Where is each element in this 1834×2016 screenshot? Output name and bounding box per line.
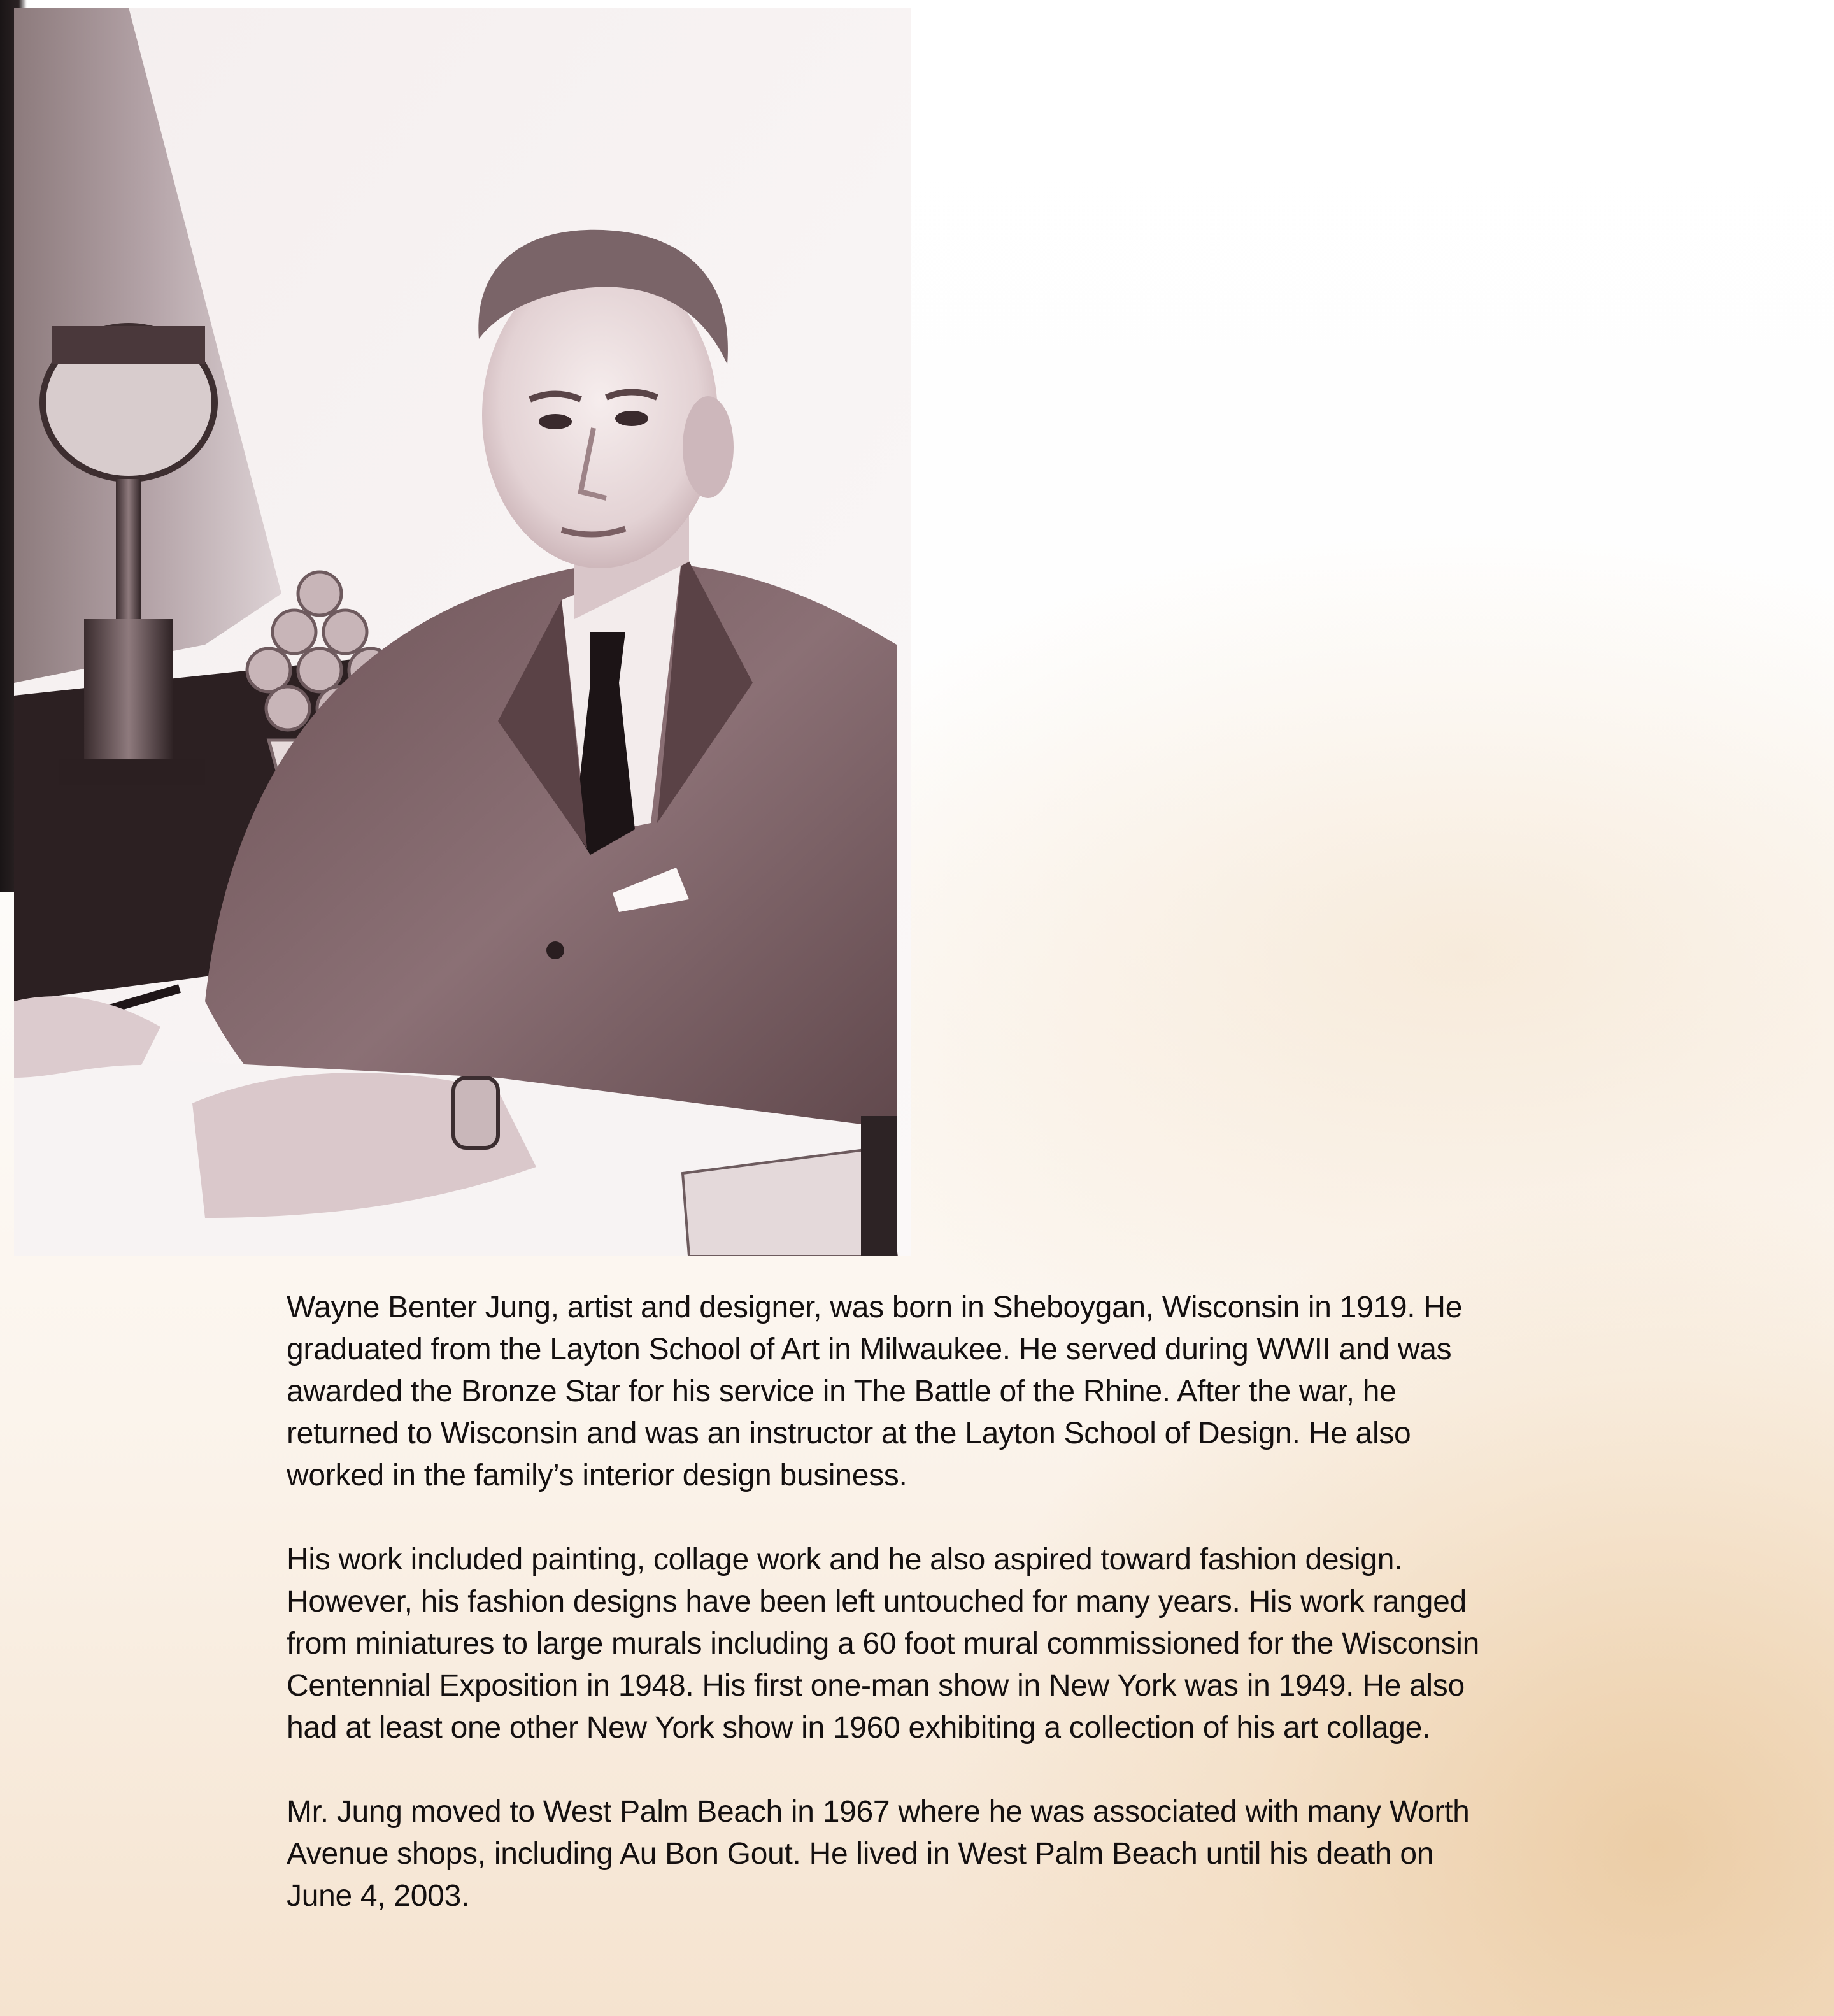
- bio-line: However, his fashion designs have been left untouched for many years. His work ranged: [287, 1585, 1467, 1619]
- bio-line: Mr. Jung moved to West Palm Beach in 1967 where he was associated with many Worth: [287, 1795, 1470, 1829]
- bio-line: worked in the family’s interior design business.: [287, 1459, 907, 1492]
- bio-paragraph-3: [287, 1791, 1751, 1917]
- bio-line: graduated from the Layton School of Art in Milwaukee. He served during WWII and was: [287, 1333, 1452, 1366]
- portrait-photo: [14, 8, 911, 1256]
- bio-line: from miniatures to large murals including a 60 foot mural commissioned for the Wisconsin: [287, 1627, 1480, 1661]
- bio-paragraph-2: [287, 1539, 1751, 1749]
- bio-line: returned to Wisconsin and was an instructor at the Layton School of Design. He also: [287, 1417, 1411, 1450]
- bio-line: awarded the Bronze Star for his service in The Battle of the Rhine. After the war, he: [287, 1375, 1397, 1408]
- bio-line: Wayne Benter Jung, artist and designer, was born in Sheboygan, Wisconsin in 1919. He: [287, 1290, 1463, 1324]
- portrait-photo-icon: [14, 8, 911, 1256]
- bio-line: Centennial Exposition in 1948. His first one-man show in New York was in 1949. He also: [287, 1669, 1465, 1703]
- biography-text: [287, 1287, 1751, 1959]
- bio-line: Avenue shops, including Au Bon Gout. He lived in West Palm Beach until his death on: [287, 1837, 1434, 1871]
- bio-line: His work included painting, collage work and he also aspired toward fashion design.: [287, 1543, 1403, 1576]
- bio-paragraph-1: [287, 1287, 1751, 1497]
- bio-line: June 4, 2003.: [287, 1879, 470, 1913]
- bio-line: had at least one other New York show in 1960 exhibiting a collection of his art collage.: [287, 1711, 1431, 1745]
